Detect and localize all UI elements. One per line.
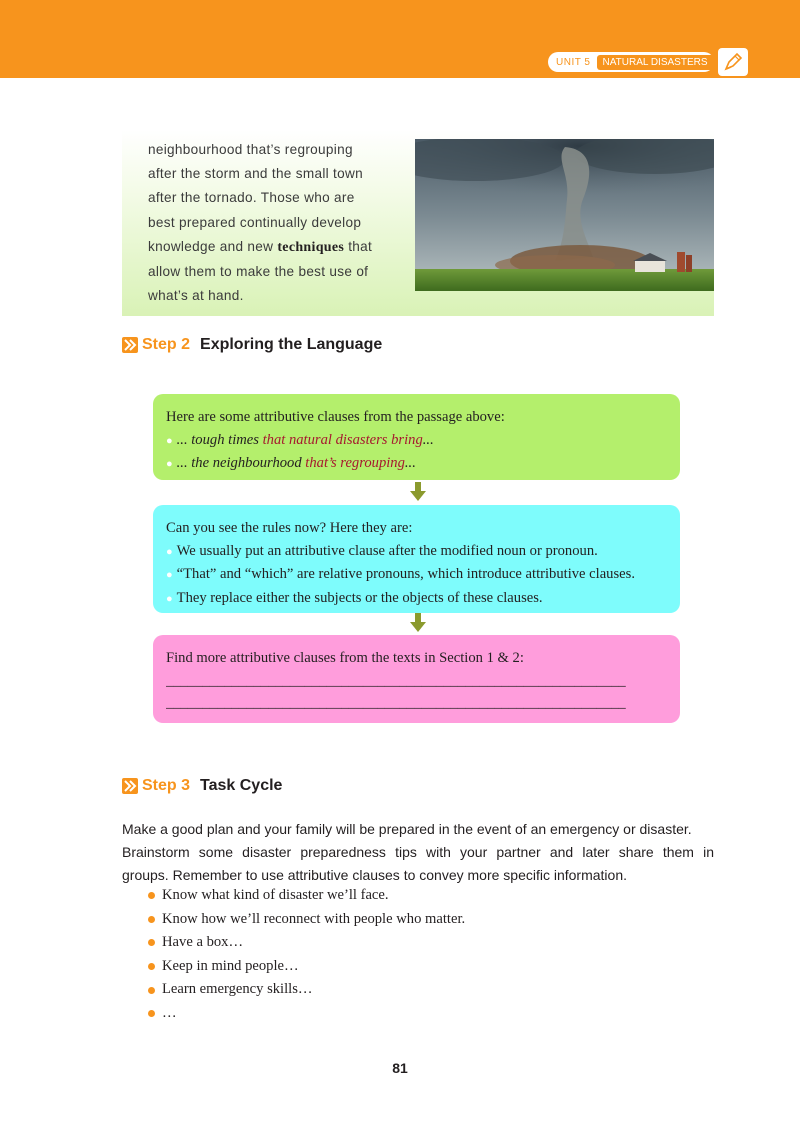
arrow-down-icon [409, 482, 427, 502]
examples-intro: Here are some attributive clauses from the passage above: [166, 409, 505, 425]
step2-title: Exploring the Language [200, 336, 383, 353]
intro-line: knowledge and new techniques that [148, 238, 373, 255]
step2-heading [122, 334, 382, 356]
tip-item: Know how we’ll reconnect with people who matter. [148, 908, 465, 932]
bullet-icon [148, 939, 155, 946]
tip-item: Learn emergency skills… [148, 978, 465, 1002]
double-chevron-icon [122, 778, 138, 794]
rule-item: ● We usually put an attributive clause after the modified noun or pronoun. [166, 542, 598, 559]
exercise-box [153, 635, 680, 723]
examples-box [153, 394, 680, 480]
tip-item: Have a box… [148, 931, 465, 955]
task-line: groups. Remember to use attributive clauses to convey more specific information. [122, 867, 628, 884]
bullet-icon [148, 987, 155, 994]
tip-item: … [148, 1002, 465, 1026]
tips-list [148, 884, 465, 1026]
example-item: ● ... the neighbourhood that’s regrouping... [166, 455, 416, 471]
intro-line: allow them to make the best use of [148, 264, 369, 280]
double-chevron-icon [122, 337, 138, 353]
rule-item: ● They replace either the subjects or the objects of these clauses. [166, 589, 543, 606]
keyword-techniques: techniques [277, 239, 345, 255]
rules-intro: Can you see the rules now? Here they are: [166, 520, 413, 536]
step3-title: Task Cycle [200, 777, 283, 794]
answer-line[interactable]: _______________________________________________________________ [166, 672, 626, 689]
intro-line: best prepared continually develop [148, 214, 362, 230]
bullet-icon [148, 916, 155, 923]
rules-box [153, 505, 680, 613]
intro-passage [148, 138, 392, 308]
unit-label: UNIT 5 [556, 56, 591, 68]
intro-line: after the storm and the small town [148, 166, 363, 182]
exercise-intro: Find more attributive clauses from the texts in Section 1 & 2: [166, 650, 524, 666]
page-number: 81 [392, 1060, 408, 1076]
pen-icon [718, 48, 748, 76]
intro-line: after the tornado. Those who are [148, 190, 355, 206]
task-line: Make a good plan and your family will be prepared in the event of an emergency or disaster. [122, 821, 692, 837]
intro-line: neighbourhood that’s regrouping [148, 142, 353, 157]
bullet-icon [148, 963, 155, 970]
task-line: Brainstorm some disaster preparedness tips with your partner and later share them in [122, 844, 714, 861]
unit-tag [548, 52, 714, 72]
bullet-icon [148, 892, 155, 899]
bullet-icon [148, 1010, 155, 1017]
step3-heading [122, 775, 282, 797]
task-instructions [122, 818, 714, 888]
answer-line[interactable]: _______________________________________________________________ [166, 695, 626, 711]
intro-line: what’s at hand. [148, 288, 244, 304]
rule-item: ● “That” and “which” are relative pronouns, which introduce attributive clauses. [166, 566, 635, 582]
tip-item: Know what kind of disaster we’ll face. [148, 884, 465, 908]
arrow-down-icon [409, 613, 427, 633]
tip-item: Keep in mind people… [148, 955, 465, 979]
unit-name: NATURAL DISASTERS [597, 55, 714, 70]
step3-number: Step 3 [142, 777, 191, 794]
tornado-photo [415, 139, 714, 291]
example-item: ● ... tough times that natural disasters bring... [166, 431, 434, 448]
step2-number: Step 2 [142, 336, 191, 353]
